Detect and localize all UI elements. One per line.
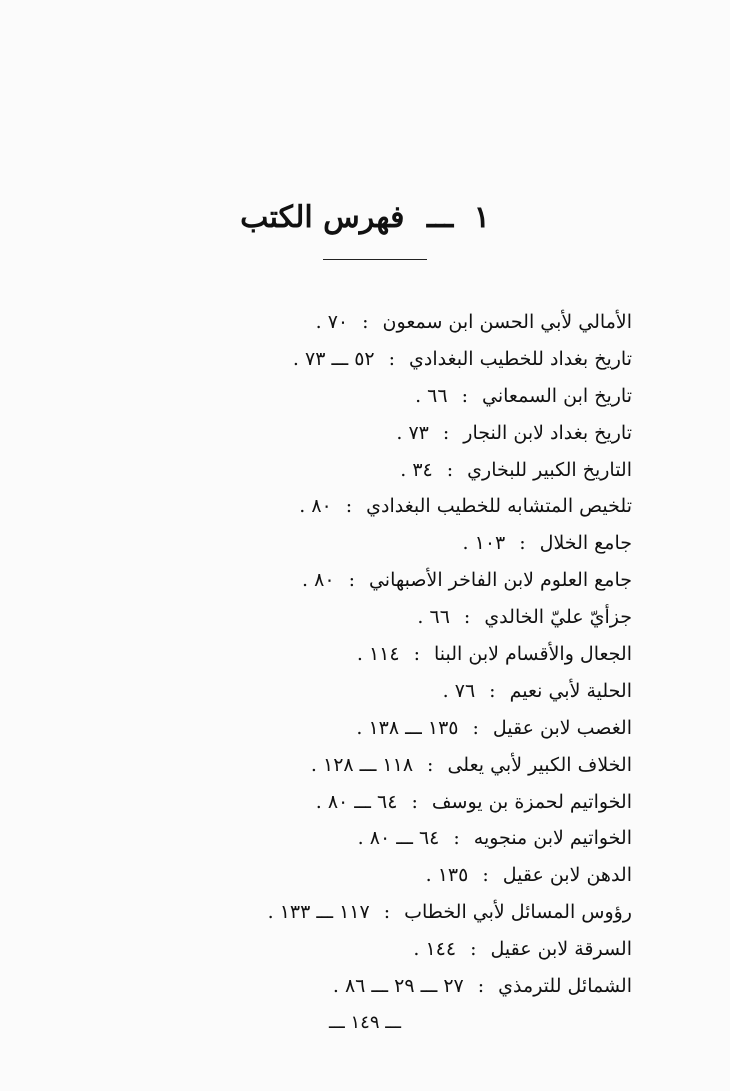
index-entry	[172, 562, 632, 599]
entry-separator: :	[470, 938, 477, 961]
entry-title: الجعال والأقسام لابن البنا	[434, 643, 632, 666]
index-entry	[172, 304, 632, 341]
index-entry	[172, 378, 632, 415]
entry-title: جزأيّ عليّ الخالدي	[484, 606, 632, 629]
entry-title: الأمالي لأبي الحسن ابن سمعون	[382, 311, 632, 333]
index-entry	[172, 525, 632, 562]
entry-separator: :	[519, 532, 526, 555]
entry-pages: ١٣٥ ـــ ١٣٨ .	[356, 716, 459, 739]
entry-separator: :	[482, 864, 489, 887]
entry-pages: ٦٦ .	[417, 606, 450, 629]
index-entry	[172, 341, 632, 378]
entry-pages: ٢٧ ـــ ٢٩ ـــ ٨٦ .	[332, 975, 464, 998]
entry-separator: :	[383, 901, 391, 924]
entry-pages: ٧٦ .	[442, 679, 476, 702]
entry-pages: ١١٧ ـــ ١٣٣ .	[267, 901, 370, 924]
entry-pages: ٥٢ ـــ ٧٣ .	[292, 347, 375, 370]
entry-title: الخواتيم لحمزة بن يوسف	[431, 790, 632, 813]
entry-separator: :	[489, 679, 496, 702]
entry-pages: ١٤٤ .	[413, 938, 457, 961]
entry-pages: ٧٣ .	[396, 421, 429, 444]
entry-pages: ٨٠ .	[302, 569, 335, 592]
entry-pages: ٦٦ .	[415, 384, 448, 407]
entry-pages: ٦٤ ـــ ٨٠ .	[315, 790, 398, 813]
entry-separator: :	[348, 569, 355, 592]
entry-title: تاريخ ابن السمعاني	[482, 384, 632, 407]
entry-title: جامع الخلال	[539, 532, 632, 555]
entry-separator: :	[477, 975, 485, 998]
entry-title: الشمائل للترمذي	[498, 975, 632, 998]
index-entry	[172, 452, 632, 489]
entry-separator: :	[411, 790, 418, 813]
entry-title: تلخيص المتشابه للخطيب البغدادي	[366, 495, 632, 518]
index-entry	[172, 488, 632, 525]
index-entry	[172, 968, 632, 1005]
page-title	[0, 200, 730, 235]
index-entry	[172, 894, 632, 931]
entry-pages: ١٠٣ .	[462, 532, 506, 555]
entry-pages: ٣٤ .	[400, 458, 433, 481]
entry-title: الخلاف الكبير لأبي يعلى	[447, 753, 632, 776]
entry-pages: ٧٠ .	[315, 311, 349, 333]
index-entry	[172, 710, 632, 747]
book-index-list	[172, 304, 632, 1005]
entry-title: رؤوس المسائل لأبي الخطاب	[404, 901, 632, 924]
entry-separator: :	[362, 311, 369, 333]
index-entry	[172, 931, 632, 968]
index-entry	[172, 673, 632, 710]
entry-pages: ٦٤ ـــ ٨٠ .	[357, 827, 440, 850]
entry-pages: ١١٤ .	[356, 643, 400, 666]
index-entry	[172, 599, 632, 636]
entry-title: الغصب لابن عقيل	[492, 716, 632, 739]
entry-separator: :	[388, 347, 396, 370]
index-entry	[172, 784, 632, 821]
entry-title: تاريخ بغداد لابن النجار	[463, 421, 632, 444]
index-entry	[172, 636, 632, 673]
entry-separator: :	[453, 827, 460, 850]
entry-pages: ١١٨ ـــ ١٢٨ .	[310, 753, 414, 776]
title-text: فهرس الكتب	[240, 200, 405, 235]
index-entry	[172, 747, 632, 784]
entry-pages: ٨٠ .	[299, 495, 332, 518]
page-number: ـــ ١٤٩ ـــ	[328, 1012, 402, 1033]
entry-separator: :	[461, 384, 468, 407]
entry-title: الدهن لابن عقيل	[502, 864, 632, 887]
entry-title: الخواتيم لابن منجويه	[473, 827, 632, 850]
index-entry	[172, 415, 632, 452]
entry-separator: :	[413, 643, 420, 666]
entry-title: السرقة لابن عقيل	[490, 938, 632, 961]
index-entry	[172, 857, 632, 894]
index-entry	[172, 820, 632, 857]
entry-title: التاريخ الكبير للبخاري	[467, 458, 632, 481]
title-number: ١	[473, 200, 490, 235]
entry-separator: :	[463, 606, 471, 629]
title-dash: ـــ	[426, 200, 454, 235]
entry-title: تاريخ بغداد للخطيب البغدادي	[409, 347, 632, 370]
entry-pages: ١٣٥ .	[425, 864, 469, 887]
entry-separator: :	[427, 753, 434, 776]
entry-separator: :	[442, 421, 450, 444]
entry-separator: :	[345, 495, 353, 518]
entry-title: جامع العلوم لابن الفاخر الأصبهاني	[368, 569, 632, 592]
entry-separator: :	[472, 716, 479, 739]
entry-separator: :	[446, 458, 454, 481]
title-underline	[323, 259, 427, 260]
entry-title: الحلية لأبي نعيم	[509, 679, 632, 702]
